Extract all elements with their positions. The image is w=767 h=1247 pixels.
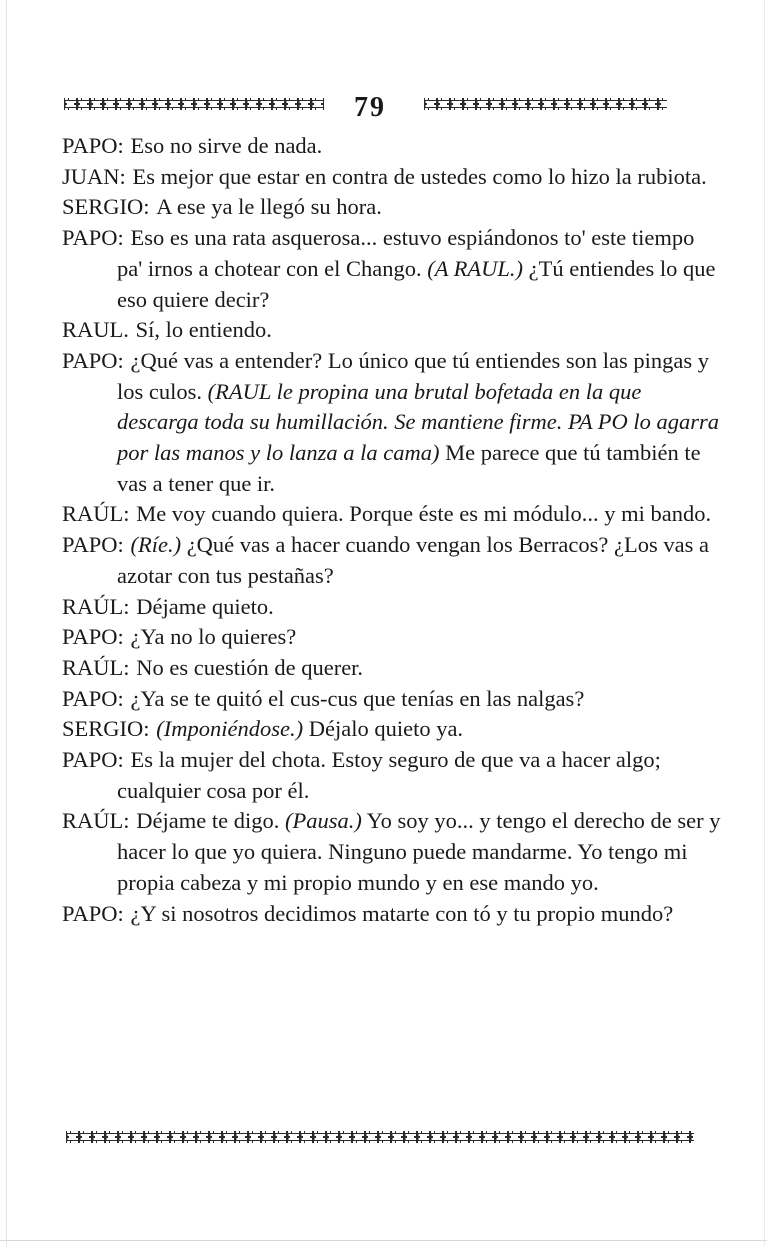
dialogue-line	[62, 530, 722, 591]
dialogue-text: Es mejor que estar en contra de ustedes como lo hizo la rubiota.	[132, 163, 707, 189]
dialogue-text: Déjalo quieto ya.	[303, 716, 464, 742]
speaker-name: RAÚL:	[62, 501, 130, 527]
stage-direction: (Ríe.)	[130, 532, 182, 558]
dialogue-text: ¿Y si nosotros decidimos matarte con tó y tu propio mundo?	[130, 900, 674, 926]
dialogue-text: Déjame quieto.	[136, 593, 274, 619]
dialogue-text: Me voy cuando quiera. Porque éste es mi módulo... y mi bando.	[136, 501, 712, 527]
dialogue-line	[62, 315, 722, 346]
dialogue-line	[62, 806, 722, 898]
speaker-name: PAPO:	[62, 532, 124, 558]
dialogue-line	[62, 622, 722, 653]
speaker-name: SERGIO:	[62, 716, 150, 742]
speaker-name: RAÚL:	[62, 593, 130, 619]
header-chain-ornament-right	[424, 98, 667, 110]
stage-direction: (Pausa.)	[279, 808, 362, 834]
speaker-name: RAUL.	[62, 317, 129, 343]
dialogue-line	[62, 714, 722, 745]
dialogue-line	[62, 653, 722, 684]
dialogue-text: ¿Qué vas a entender? Lo único que tú entiendes son las pingas y los culos.	[117, 347, 710, 404]
dialogue-text: ¿Ya no lo quieres?	[130, 624, 297, 650]
dialogue-line	[62, 131, 722, 162]
stage-direction: (RAUL le propina una brutal bofetada en la que descarga toda su humillación. Se mantiene firme. PA PO lo agarra por las manos y lo lanza a la cama)	[117, 378, 720, 466]
dialogue-line	[62, 162, 722, 193]
speaker-name: PAPO:	[62, 225, 124, 251]
footer-chain-ornament	[66, 1131, 694, 1143]
dialogue-text: ¿Ya se te quitó el cus-cus que tenías en las nalgas?	[130, 685, 585, 711]
dialogue-text: Eso es una rata asquerosa... estuvo espiándonos to' este tiempo pa' irnos a chotear con el Chango.	[117, 225, 695, 281]
speaker-name: RAÚL:	[62, 808, 130, 834]
play-dialogue	[62, 131, 722, 929]
dialogue-line	[62, 592, 722, 623]
dialogue-text: No es cuestión de querer.	[136, 654, 364, 680]
dialogue-text: Eso no sirve de nada.	[130, 133, 323, 158]
dialogue-text: Sí, lo entiendo.	[135, 317, 272, 343]
dialogue-text: Es la mujer del chota. Estoy seguro de que va a hacer algo; cualquier cosa por él.	[117, 747, 661, 803]
stage-direction: (Imponiéndose.)	[156, 716, 304, 742]
page-edge-left	[6, 0, 7, 1247]
speaker-name: PAPO:	[62, 133, 124, 158]
dialogue-line	[62, 899, 722, 930]
dialogue-text: Yo soy yo... y tengo el derecho de ser y hacer lo que yo quiera. Ninguno puede mandarme. Yo tengo mi propia cabeza y mi propio mundo y en ese mando yo.	[117, 808, 721, 895]
page-edge-bottom	[0, 1240, 767, 1241]
dialogue-line	[62, 745, 722, 806]
dialogue-line	[62, 223, 722, 315]
dialogue-text: Me parece que tú también te vas a tener que ir.	[117, 440, 701, 496]
speaker-name: PAPO:	[62, 347, 124, 373]
page-number: 79	[354, 92, 386, 123]
speaker-name: PAPO:	[62, 624, 124, 650]
speaker-name: PAPO:	[62, 900, 124, 926]
speaker-name: JUAN:	[62, 163, 126, 189]
speaker-name: RAÚL:	[62, 654, 130, 680]
speaker-name: PAPO:	[62, 685, 124, 711]
speaker-name: PAPO:	[62, 747, 124, 773]
dialogue-text: ¿Qué vas a hacer cuando vengan los Berracos? ¿Los vas a azotar con tus pestañas?	[117, 532, 709, 588]
dialogue-line	[62, 346, 722, 500]
dialogue-text: ¿Tú entiendes lo que eso quiere decir?	[117, 255, 716, 312]
dialogue-text: Déjame te digo.	[136, 808, 280, 834]
dialogue-line	[62, 192, 722, 223]
stage-direction: (A RAUL.)	[421, 255, 524, 281]
dialogue-line	[62, 684, 722, 715]
speaker-name: SERGIO:	[62, 194, 150, 220]
dialogue-text: A ese ya le llegó su hora.	[156, 194, 382, 220]
dialogue-line	[62, 499, 722, 530]
page-edge-right	[764, 0, 765, 1247]
header-chain-ornament-left	[64, 98, 324, 110]
